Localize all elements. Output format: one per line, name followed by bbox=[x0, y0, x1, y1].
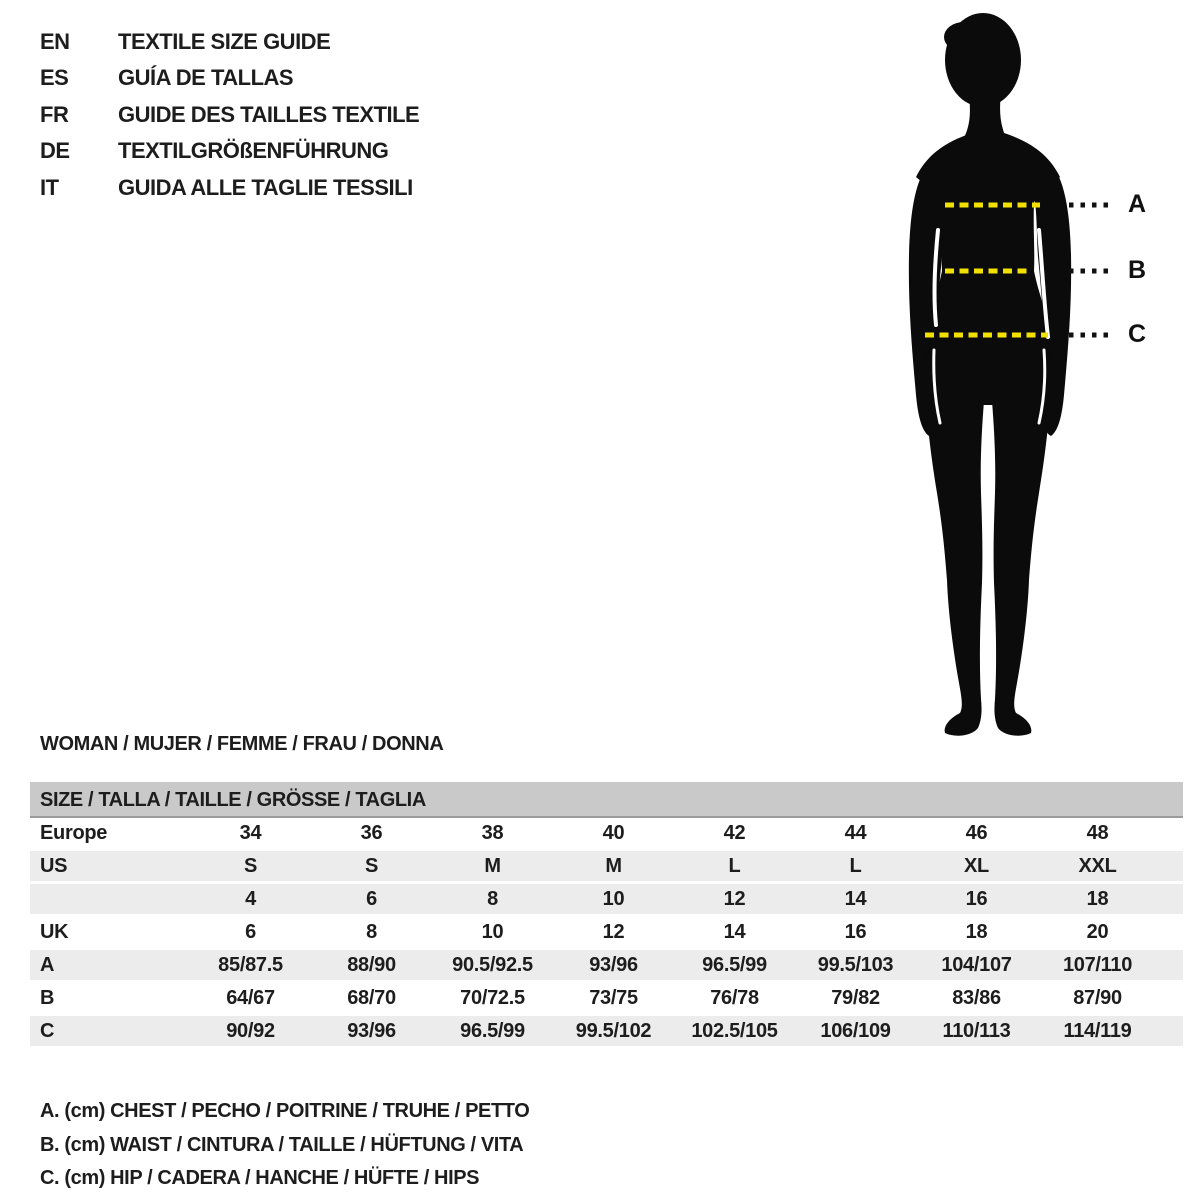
legend-waist: B. (cm) WAIST / CINTURA / TAILLE / HÜFTUNG / VITA bbox=[40, 1133, 524, 1156]
table-row-europe bbox=[30, 818, 1183, 851]
row-label: UK bbox=[40, 921, 69, 943]
legend-chest: A. (cm) CHEST / PECHO / POITRINE / TRUHE / PETTO bbox=[40, 1100, 530, 1122]
table-cell: 90/92 bbox=[226, 1020, 275, 1042]
table-cell: 10 bbox=[481, 921, 504, 943]
section-title-woman: WOMAN / MUJER / FEMME / FRAU / DONNA bbox=[40, 733, 444, 755]
language-code: IT bbox=[40, 174, 59, 200]
woman-silhouette-svg bbox=[880, 5, 1120, 737]
table-cell: 12 bbox=[602, 921, 625, 943]
table-cell: 73/75 bbox=[589, 987, 638, 1009]
legend-hip: C. (cm) HIP / CADERA / HANCHE / HÜFTE / HIPS bbox=[40, 1167, 480, 1189]
table-cell: 4 bbox=[245, 888, 256, 910]
table-row-waist-b bbox=[30, 983, 1183, 1016]
hip-label: C bbox=[1128, 320, 1147, 348]
table-cell: 88/90 bbox=[347, 954, 396, 976]
row-label: A bbox=[40, 954, 55, 976]
row-label bbox=[30, 884, 190, 914]
table-cell: 18 bbox=[965, 921, 988, 943]
table-cell: 6 bbox=[245, 921, 256, 943]
table-cell: 106/109 bbox=[820, 1020, 891, 1042]
table-cell: 96.5/99 bbox=[460, 1020, 525, 1042]
table-cell: S bbox=[364, 855, 379, 877]
language-row-it bbox=[40, 170, 419, 206]
table-row-us bbox=[30, 851, 1183, 884]
table-cell: L bbox=[728, 855, 741, 877]
table-cell: 85/87.5 bbox=[218, 954, 283, 976]
table-cell: 38 bbox=[481, 822, 504, 844]
table-cell: 10 bbox=[602, 888, 625, 910]
table-cell: 18 bbox=[1086, 888, 1109, 910]
table-cell: 99.5/103 bbox=[817, 954, 894, 976]
table-cell: S bbox=[243, 855, 258, 877]
row-label: US bbox=[40, 855, 68, 877]
table-cell: 79/82 bbox=[831, 987, 880, 1009]
table-cell: 68/70 bbox=[347, 987, 396, 1009]
measurement-figure bbox=[880, 5, 1120, 737]
table-cell: 104/107 bbox=[941, 954, 1012, 976]
table-cell: XL bbox=[964, 855, 989, 877]
size-table bbox=[30, 782, 1183, 1049]
guide-title-en: TEXTILE SIZE GUIDE bbox=[118, 29, 331, 54]
guide-title-fr: GUIDE DES TAILLES TEXTILE bbox=[118, 101, 420, 127]
language-row-en bbox=[40, 24, 419, 60]
table-cell: 8 bbox=[366, 921, 377, 943]
table-cell: 6 bbox=[366, 888, 377, 910]
table-cell: 93/96 bbox=[347, 1020, 396, 1042]
language-code: EN bbox=[40, 29, 70, 54]
table-cell: 99.5/102 bbox=[575, 1020, 652, 1042]
table-cell: L bbox=[849, 855, 862, 877]
table-cell: M bbox=[484, 855, 501, 877]
table-row-chest-a bbox=[30, 950, 1183, 983]
language-code: ES bbox=[40, 65, 69, 91]
table-cell: 20 bbox=[1086, 921, 1109, 943]
label-connector-lines bbox=[1069, 205, 1112, 335]
table-cell: 114/119 bbox=[1063, 1020, 1132, 1042]
language-code: FR bbox=[40, 101, 69, 127]
table-cell: 14 bbox=[844, 888, 867, 910]
table-cell: 93/96 bbox=[589, 954, 638, 976]
table-cell: 44 bbox=[844, 822, 867, 844]
table-cell: 16 bbox=[965, 888, 988, 910]
language-row-es bbox=[40, 60, 419, 96]
table-cell: 83/86 bbox=[952, 987, 1001, 1009]
table-cell: 40 bbox=[602, 822, 625, 844]
measurement-legend bbox=[40, 1095, 529, 1196]
language-row-fr bbox=[40, 97, 419, 133]
language-title-list bbox=[40, 24, 419, 206]
table-row-us-numeric bbox=[30, 884, 1183, 917]
table-cell: 8 bbox=[487, 888, 498, 910]
row-label: Europe bbox=[40, 822, 108, 844]
table-cell: 34 bbox=[239, 822, 262, 844]
table-cell: XXL bbox=[1078, 855, 1117, 877]
table-cell: M bbox=[605, 855, 622, 877]
table-cell: 87/90 bbox=[1073, 987, 1122, 1009]
table-cell: 14 bbox=[723, 921, 746, 943]
table-cell: 102.5/105 bbox=[691, 1020, 778, 1042]
table-cell: 46 bbox=[965, 822, 988, 844]
table-cell: 70/72.5 bbox=[460, 987, 525, 1009]
waist-label: B bbox=[1128, 256, 1147, 284]
guide-title-de: TEXTILGRÖßENFÜHRUNG bbox=[118, 138, 389, 164]
language-row-de bbox=[40, 133, 419, 169]
language-code: DE bbox=[40, 138, 70, 164]
table-cell: 12 bbox=[723, 888, 746, 910]
table-cell: 76/78 bbox=[710, 987, 759, 1009]
table-row-hip-c bbox=[30, 1016, 1183, 1049]
size-table-header: SIZE / TALLA / TAILLE / GRÖSSE / TAGLIA bbox=[30, 782, 1183, 818]
table-row-uk bbox=[30, 917, 1183, 950]
row-label: B bbox=[40, 987, 55, 1009]
table-cell: 16 bbox=[844, 921, 867, 943]
table-cell: 110/113 bbox=[942, 1020, 1011, 1042]
table-cell: 90.5/92.5 bbox=[452, 954, 533, 976]
table-cell: 96.5/99 bbox=[702, 954, 767, 976]
table-cell: 42 bbox=[723, 822, 746, 844]
chest-label: A bbox=[1128, 190, 1147, 218]
table-cell: 107/110 bbox=[1062, 954, 1133, 976]
table-cell: 48 bbox=[1086, 822, 1109, 844]
guide-title-es: GUÍA DE TALLAS bbox=[118, 65, 294, 91]
table-cell: 36 bbox=[360, 822, 383, 844]
guide-title-it: GUIDA ALLE TAGLIE TESSILI bbox=[118, 174, 413, 200]
table-cell: 64/67 bbox=[226, 987, 275, 1009]
row-label: C bbox=[40, 1020, 55, 1042]
